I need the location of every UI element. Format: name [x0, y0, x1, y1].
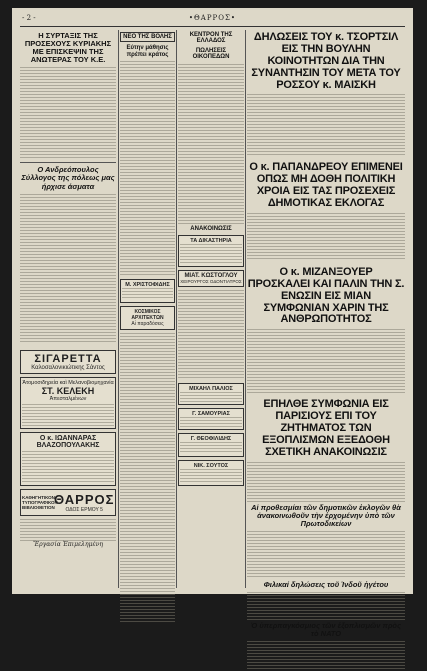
article-headline: ΕΠΗΛΘΕ ΣΥΜΦΩΝΙΑ ΕΙΣ ΠΑΡΙΣΙΟΥΣ ΕΠΙ ΤΟΥ ΖΗΤΗΜΑΤΟΣ ΤΩΝ ΕΞΟΠΛΙΣΜΩΝ ΕΞΕΔΟΘΗ ΣΧΕΤΙΚΗ ΑΝΑΚΟΙΝΩΣΙΣ	[262, 398, 390, 458]
column-rule	[245, 30, 246, 588]
article-body	[20, 519, 116, 541]
advertisement: ΚΑΘΗΓΗΤΙΚΟΝ ΤΥΠΟΓΡΑΦΙΚΟΝ ΒΙΒΛΙΟΘΕΤΙΟΝ ΘΑΡΡΟΣ ΟΔΟΣ ΕΡΜΟΥ 5	[20, 489, 116, 516]
column-3	[178, 30, 244, 588]
article-headline: Ο κ. ΠΑΠΑΝΔΡΕΟΥ ΕΠΙΜΕΝΕΙ ΟΠΩΣ ΜΗ ΔΟΘΗ ΠΟΛΙΤΙΚΗ ΧΡΟΙΑ ΕΙΣ ΤΑΣ ΠΡΟΣΕΧΕΙΣ ΔΗΜΟΤΙΚΑΣ ΕΚΛΟΓΑΣ	[249, 161, 403, 209]
article-body	[247, 213, 405, 261]
advertisement: ΚΟΣΜΙΚΟΣ ΑΡΧΙΤΕΚΤΩΝ Αἱ παραδόσεις	[120, 306, 175, 330]
article-body	[20, 67, 116, 159]
ad-footer: Ἔργασία Ἐπιμελημένη	[33, 540, 103, 548]
article-headline: ΑΝΑΚΟΙΝΩΣΙΣ	[190, 225, 232, 232]
advertisement: Γ. ΣΑΜΟΥΡΙΑΣ	[178, 408, 244, 430]
main-section	[247, 30, 405, 639]
advertisement: Μ. ΧΡΙΣΤΟΦΙΔΗΣ	[120, 279, 175, 303]
article-body	[247, 94, 405, 156]
advertisement: ΣΙΓΑΡΕΤΤΑ Καλοσαλονικιώτικης Σάντος	[20, 350, 116, 374]
article-body	[247, 462, 405, 502]
page-number: - 2 -	[22, 14, 36, 22]
advertisement: ΜΙΧΑΗΛ ΠΑΛΙΟΣ	[178, 383, 244, 405]
newspaper-page	[12, 8, 413, 639]
column-rule	[118, 30, 119, 588]
masthead-rule	[20, 26, 405, 27]
divider	[20, 162, 116, 163]
advertisement: Γ. ΘΕΟΦΙΛΙΔΗΣ	[178, 433, 244, 457]
article-body	[247, 329, 405, 393]
article-headline: Ὁ ὑπερπαγκόσμιος τῶν ἐξοπλισμῶν πρὸς τὸ ΝΑΤΟ	[251, 621, 401, 639]
advertisement: Ἀτομοσιδηρεία καὶ Μελανοβιομηχανία ΣΤ. ΚΕΛΕΚΗ Ἀπεσταλμένων	[20, 377, 116, 429]
article-headline: Ο Ανδρεόπουλος Σύλλογος της πόλεως μας ήρχισε άσματα	[21, 165, 115, 191]
column-rule	[176, 30, 177, 588]
advertisement: Ο κ. ΙΩΑΝΝΑΡΑΣ ΒΛΑΖΟΠΟΥΛΑΚΗΣ	[20, 432, 116, 486]
article-headline: Εύτην μάθησις πρέπει κράτος	[126, 45, 169, 58]
article-body	[247, 592, 405, 620]
article-body	[247, 531, 405, 579]
column-1	[20, 30, 116, 588]
article-headline: Φιλικαί δηλώσεις τοῦ Ἰνδοῦ ἡγέτου	[263, 579, 389, 589]
article-headline: Αἱ προθεσμίαι τῶν δημοτικῶν ἐκλογῶν θὰ ἀνακοινωθοῦν τὴν ἐρχομένην ὑπὸ τῶν Πρωτοδικείων	[251, 502, 401, 528]
article-headline: Ο κ. ΜΙΖΑΝΞΟΥΕΡ ΠΡΟΣΚΑΛΕΙ ΚΑΙ ΠΑΛΙΝ ΤΗΝ Σ. ΕΝΩΣΙΝ ΕΙΣ ΜΙΑΝ ΣΥΜΦΩΝΙΑΝ ΧΑΡΙΝ ΤΗΣ ΑΝΘΡΩΠΟΤΗΤΟΣ	[247, 265, 405, 326]
article-body	[20, 194, 116, 344]
masthead	[22, 12, 403, 26]
article-headline: Η ΣΥΡΤΑΞΙΣ ΤΗΣ ΠΡΟΣΕΧΟΥΣ ΚΥΡΙΑΚΗΣ ΜΕ ΕΠΙΣΚΕΨΙΝ ΤΗΣ ΑΝΩΤΕΡΑΣ ΤΟΥ Κ.Ε.	[24, 31, 112, 65]
column-2	[120, 30, 175, 588]
article-body	[178, 290, 244, 380]
article-headline: ΠΩΛΗΣΕΙΣ ΟΙΚΟΠΕΔΩΝ	[192, 47, 230, 61]
advertisement: ΝΙΚ. ΣΟΥΤΟΣ	[178, 460, 244, 486]
lead-headline: ΔΗΛΩΣΕΙΣ ΤΟΥ κ. ΤΣΟΡΤΣΙΛ ΕΙΣ ΤΗΝ ΒΟΥΛΗΝ ΚΟΙΝΟΤΗΤΩΝ ΔΙΑ ΤΗΝ ΣΥΝΑΝΤΗΣΙΝ ΤΟΥ ΜΕΤΑ ΤΟΥ ΡΟΣΣΟΥ κ. ΜΑΙΣΚΗ	[251, 31, 401, 91]
article-headline: ΚΕΝΤΡΟΝ ΤΗΣ ΕΛΛΑΔΟΣ	[189, 32, 233, 45]
article-body	[247, 641, 405, 671]
advertisement: ΜΙΑΤ. ΚΩΣΤΟΓΛΟΥ ΧΕΙΡΟΥΡΓΟΣ ΟΔΟΝΤΙΑΤΡΟΣ	[178, 270, 244, 287]
article-headline: ΝΕΟ ΤΗΣ ΒΟΛΗΣ	[120, 32, 175, 42]
article-body	[120, 61, 175, 276]
article-body	[120, 333, 175, 623]
article-body	[178, 64, 244, 224]
advertisement: ΤΑ ΔΙΚΑΣΤΗΡΙΑ	[178, 235, 244, 267]
newspaper-name: •ΘΑΡΡΟΣ•	[188, 14, 237, 22]
